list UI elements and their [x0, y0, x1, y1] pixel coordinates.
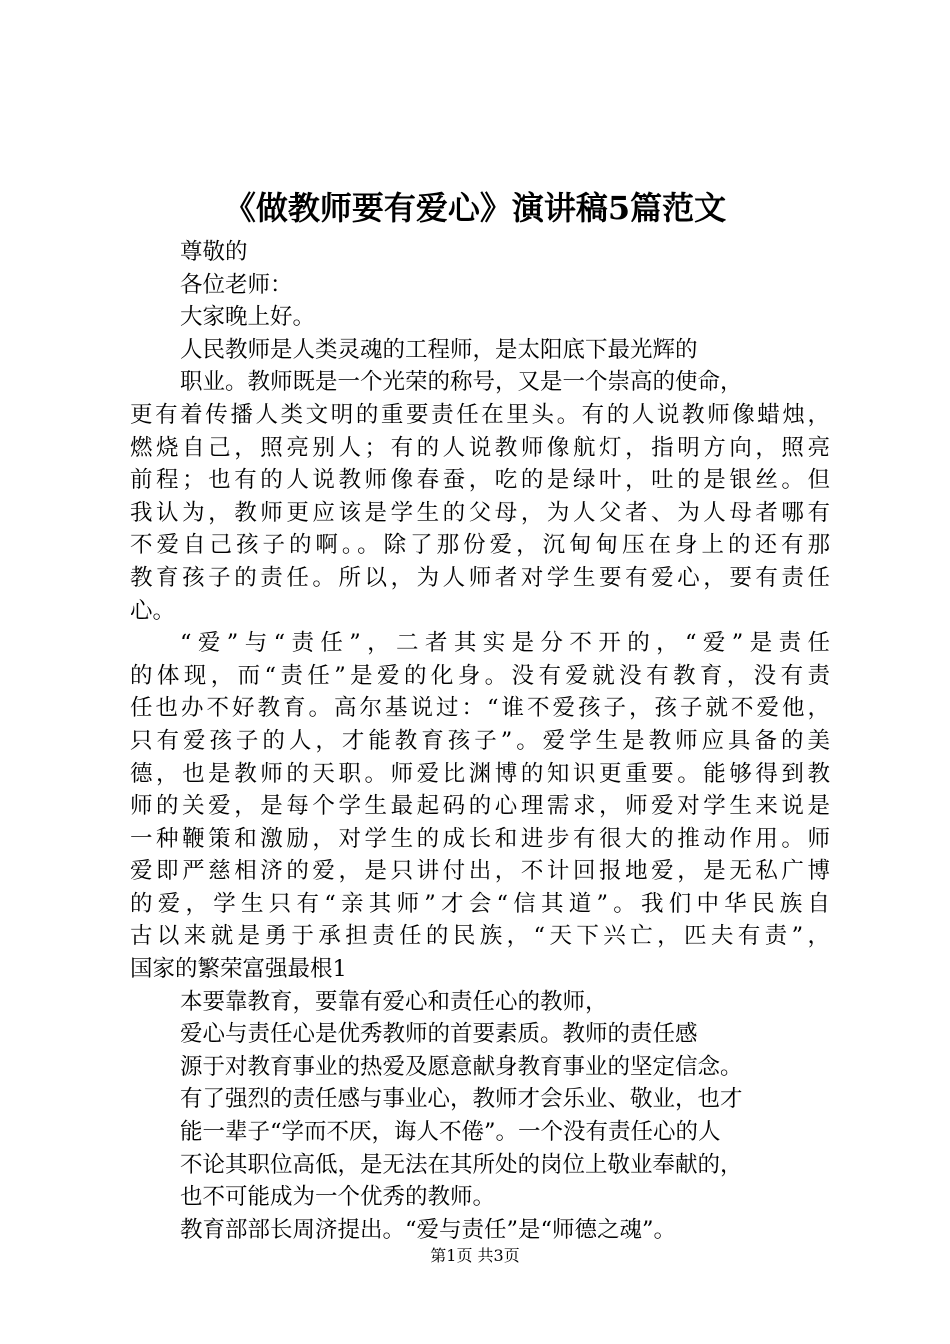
paragraph-line: “爱”与“责任”，二者其实是分不开的，“爱”是责任: [180, 630, 830, 657]
paragraph-line: 大家晚上好。: [180, 304, 316, 331]
paragraph-line: 前程；也有的人说教师像春蚕，吃的是绿叶，吐的是银丝。但: [130, 467, 830, 494]
paragraph-line: 任也办不好教育。高尔基说过：“谁不爱孩子，孩子就不爱他，: [130, 695, 830, 722]
paragraph-line: 本要靠教育，要靠有爱心和责任心的教师，: [180, 988, 608, 1015]
paragraph-line: 爱即严慈相济的爱，是只讲付出，不计回报地爱，是无私广博: [130, 858, 830, 885]
paragraph-line: 我认为，教师更应该是学生的父母，为人父者、为人母者哪有: [130, 499, 830, 526]
page-footer: 第1页 共3页: [430, 1246, 520, 1265]
paragraph-line: 爱心与责任心是优秀教师的首要素质。教师的责任感: [180, 1021, 698, 1048]
paragraph-line: 古以来就是勇于承担责任的民族，“天下兴亡，匹夫有责”，: [130, 923, 830, 950]
paragraph-line: 不论其职位高低，是无法在其所处的岗位上敬业奉献的，: [180, 1151, 743, 1178]
paragraph-line: 只有爱孩子的人，才能教育孩子”。爱学生是教师应具备的美: [130, 727, 830, 754]
paragraph-line: 各位老师：: [180, 271, 293, 298]
paragraph-line: 教育部部长周济提出。“爱与责任”是“师德之魂”。: [180, 1216, 677, 1243]
paragraph-line: 能一辈子“学而不厌，诲人不倦”。一个没有责任心的人: [180, 1119, 721, 1146]
paragraph-line: 的体现，而“责任”是爱的化身。没有爱就没有教育，没有责: [130, 662, 830, 689]
paragraph-line: 尊敬的: [180, 239, 248, 265]
paragraph-line: 燃烧自己，照亮别人；有的人说教师像航灯，指明方向，照亮: [130, 434, 830, 461]
paragraph-line: 源于对教育事业的热爱及愿意献身教育事业的坚定信念。: [180, 1053, 743, 1080]
paragraph-line: 更有着传播人类文明的重要责任在里头。有的人说教师像蜡烛，: [130, 401, 830, 428]
paragraph-line: 心。: [130, 597, 176, 624]
paragraph-line: 一种鞭策和激励，对学生的成长和进步有很大的推动作用。师: [130, 825, 830, 852]
document-body: [130, 236, 830, 1246]
paragraph-line: 也不可能成为一个优秀的教师。: [180, 1184, 496, 1211]
paragraph-line: 不爱自己孩子的啊。。除了那份爱，沉甸甸压在身上的还有那: [130, 532, 830, 559]
paragraph-line: 职业。教师既是一个光荣的称号，又是一个崇高的使命，: [180, 369, 743, 396]
paragraph-line: 教育孩子的责任。所以，为人师者对学生要有爱心，要有责任: [130, 564, 830, 591]
document-title: 《做教师要有爱心》演讲稿5篇范文: [223, 189, 727, 227]
paragraph-line: 人民教师是人类灵魂的工程师，是太阳底下最光辉的: [180, 336, 698, 363]
paragraph-line: 有了强烈的责任感与事业心，教师才会乐业、敬业，也才: [180, 1086, 743, 1113]
paragraph-line: 的爱，学生只有“亲其师”才会“信其道”。我们中华民族自: [130, 890, 830, 917]
paragraph-line: 国家的繁荣富强最根1: [130, 956, 347, 983]
paragraph-line: 德，也是教师的天职。师爱比渊博的知识更重要。能够得到教: [130, 760, 830, 787]
paragraph-line: 师的关爱，是每个学生最起码的心理需求，师爱对学生来说是: [130, 793, 830, 820]
